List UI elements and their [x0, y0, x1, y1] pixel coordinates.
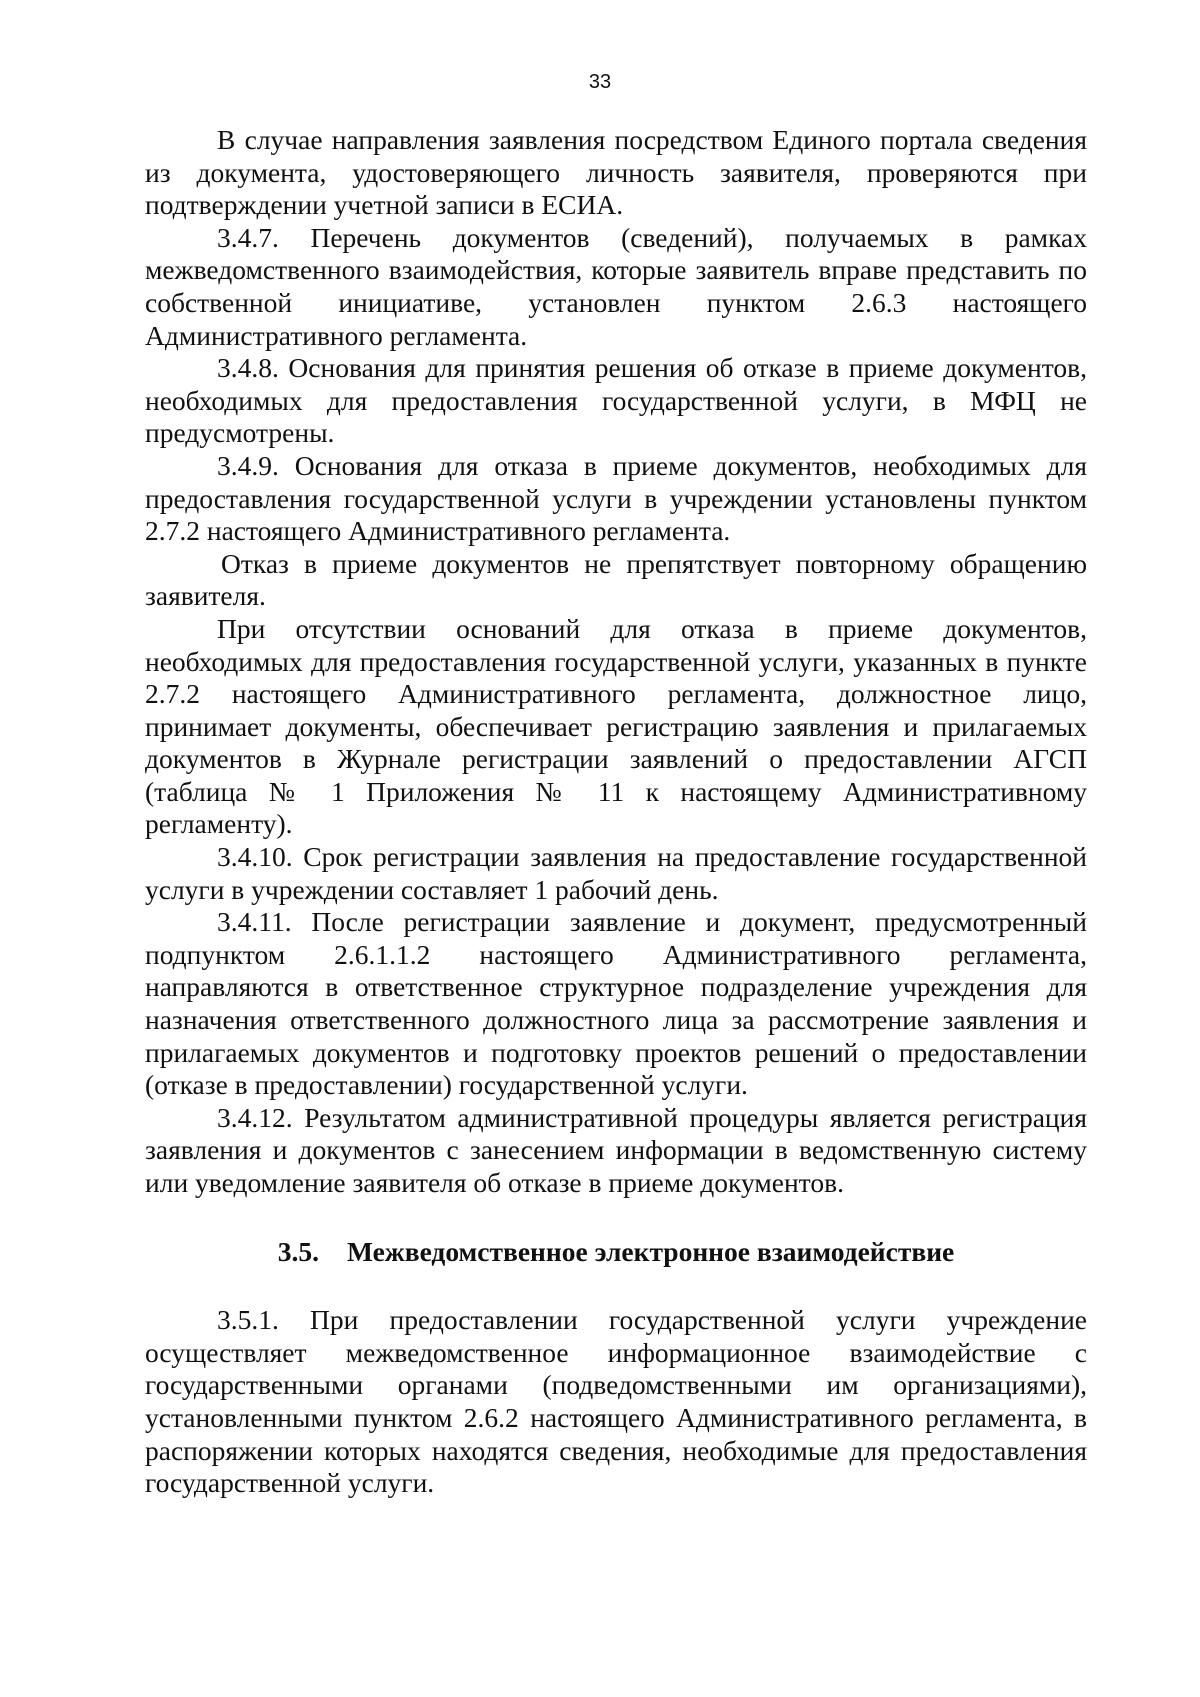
paragraph-3-4-8: 3.4.8. Основания для принятия решения об отказе в приеме документов, необходимых для предоставления государственной услуги, в МФЦ не предусмотрены. — [145, 352, 1087, 449]
section-number: 3.5. — [277, 1235, 319, 1267]
paragraph-3-4-7: 3.4.7. Перечень документов (сведений), получаемых в рамках межведомственного взаимодействия, которые заявитель вправе представить по собственной инициативе, установлен пунктом 2.6.3 настоящего Административного регламента. — [145, 221, 1087, 351]
paragraph-no-grounds: При отсутствии оснований для отказа в приеме документов, необходимых для предоставления государственной услуги, указанных в пункте 2.7.2 настоящего Административного регламента, должностное лицо, принимает документы, обеспечивает регистрацию заявления и прилагаемых документов в Журнале регистрации заявлений о предоставлении АГСП (таблица № 1 Приложения № 11 к настоящему Административному регламенту). — [145, 612, 1087, 840]
paragraph-3-4-10: 3.4.10. Срок регистрации заявления на предоставление государственной услуги в учреждении составляет 1 рабочий день. — [145, 841, 1087, 905]
paragraph-portal-verification: В случае направления заявления посредством Единого портала сведения из документа, удостоверяющего личность заявителя, проверяются при подтверждении учетной записи в ЕСИА. — [145, 124, 1087, 221]
section-heading — [145, 1236, 1087, 1269]
document-body — [145, 124, 1087, 1500]
paragraph-3-4-11: 3.4.11. После регистрации заявление и документ, предусмотренный подпунктом 2.6.1.1.2 настоящего Административного регламента, направляются в ответственное структурное подразделение учреждения для назначения ответственного должностного лица за рассмотрение заявления и прилагаемых документов и подготовку проектов решений о предоставлении (отказе в предоставлении) государственной услуги. — [145, 906, 1087, 1101]
page-number: 33 — [588, 71, 612, 93]
paragraph-3-4-12: 3.4.12. Результатом административной процедуры является регистрация заявления и документов с занесением информации в ведомственную систему или уведомление заявителя об отказе в приеме документов. — [145, 1101, 1087, 1198]
paragraph-refusal-note: Отказ в приеме документов не препятствует повторному обращению заявителя. — [145, 547, 1087, 612]
section-title: Межведомственное электронное взаимодействие — [346, 1235, 955, 1267]
paragraph-3-5-1: 3.5.1. При предоставлении государственной услуги учреждение осуществляет межведомственное информационное взаимодействие с государственными органами (подведомственными им организациями), установленными пунктом 2.6.2 настоящего Административного регламента, в распоряжении которых находятся сведения, необходимые для предоставления государственной услуги. — [145, 1304, 1087, 1499]
paragraph-3-4-9: 3.4.9. Основания для отказа в приеме документов, необходимых для предоставления государственной услуги в учреждении установлены пунктом 2.7.2 настоящего Административного регламента. — [145, 449, 1087, 547]
